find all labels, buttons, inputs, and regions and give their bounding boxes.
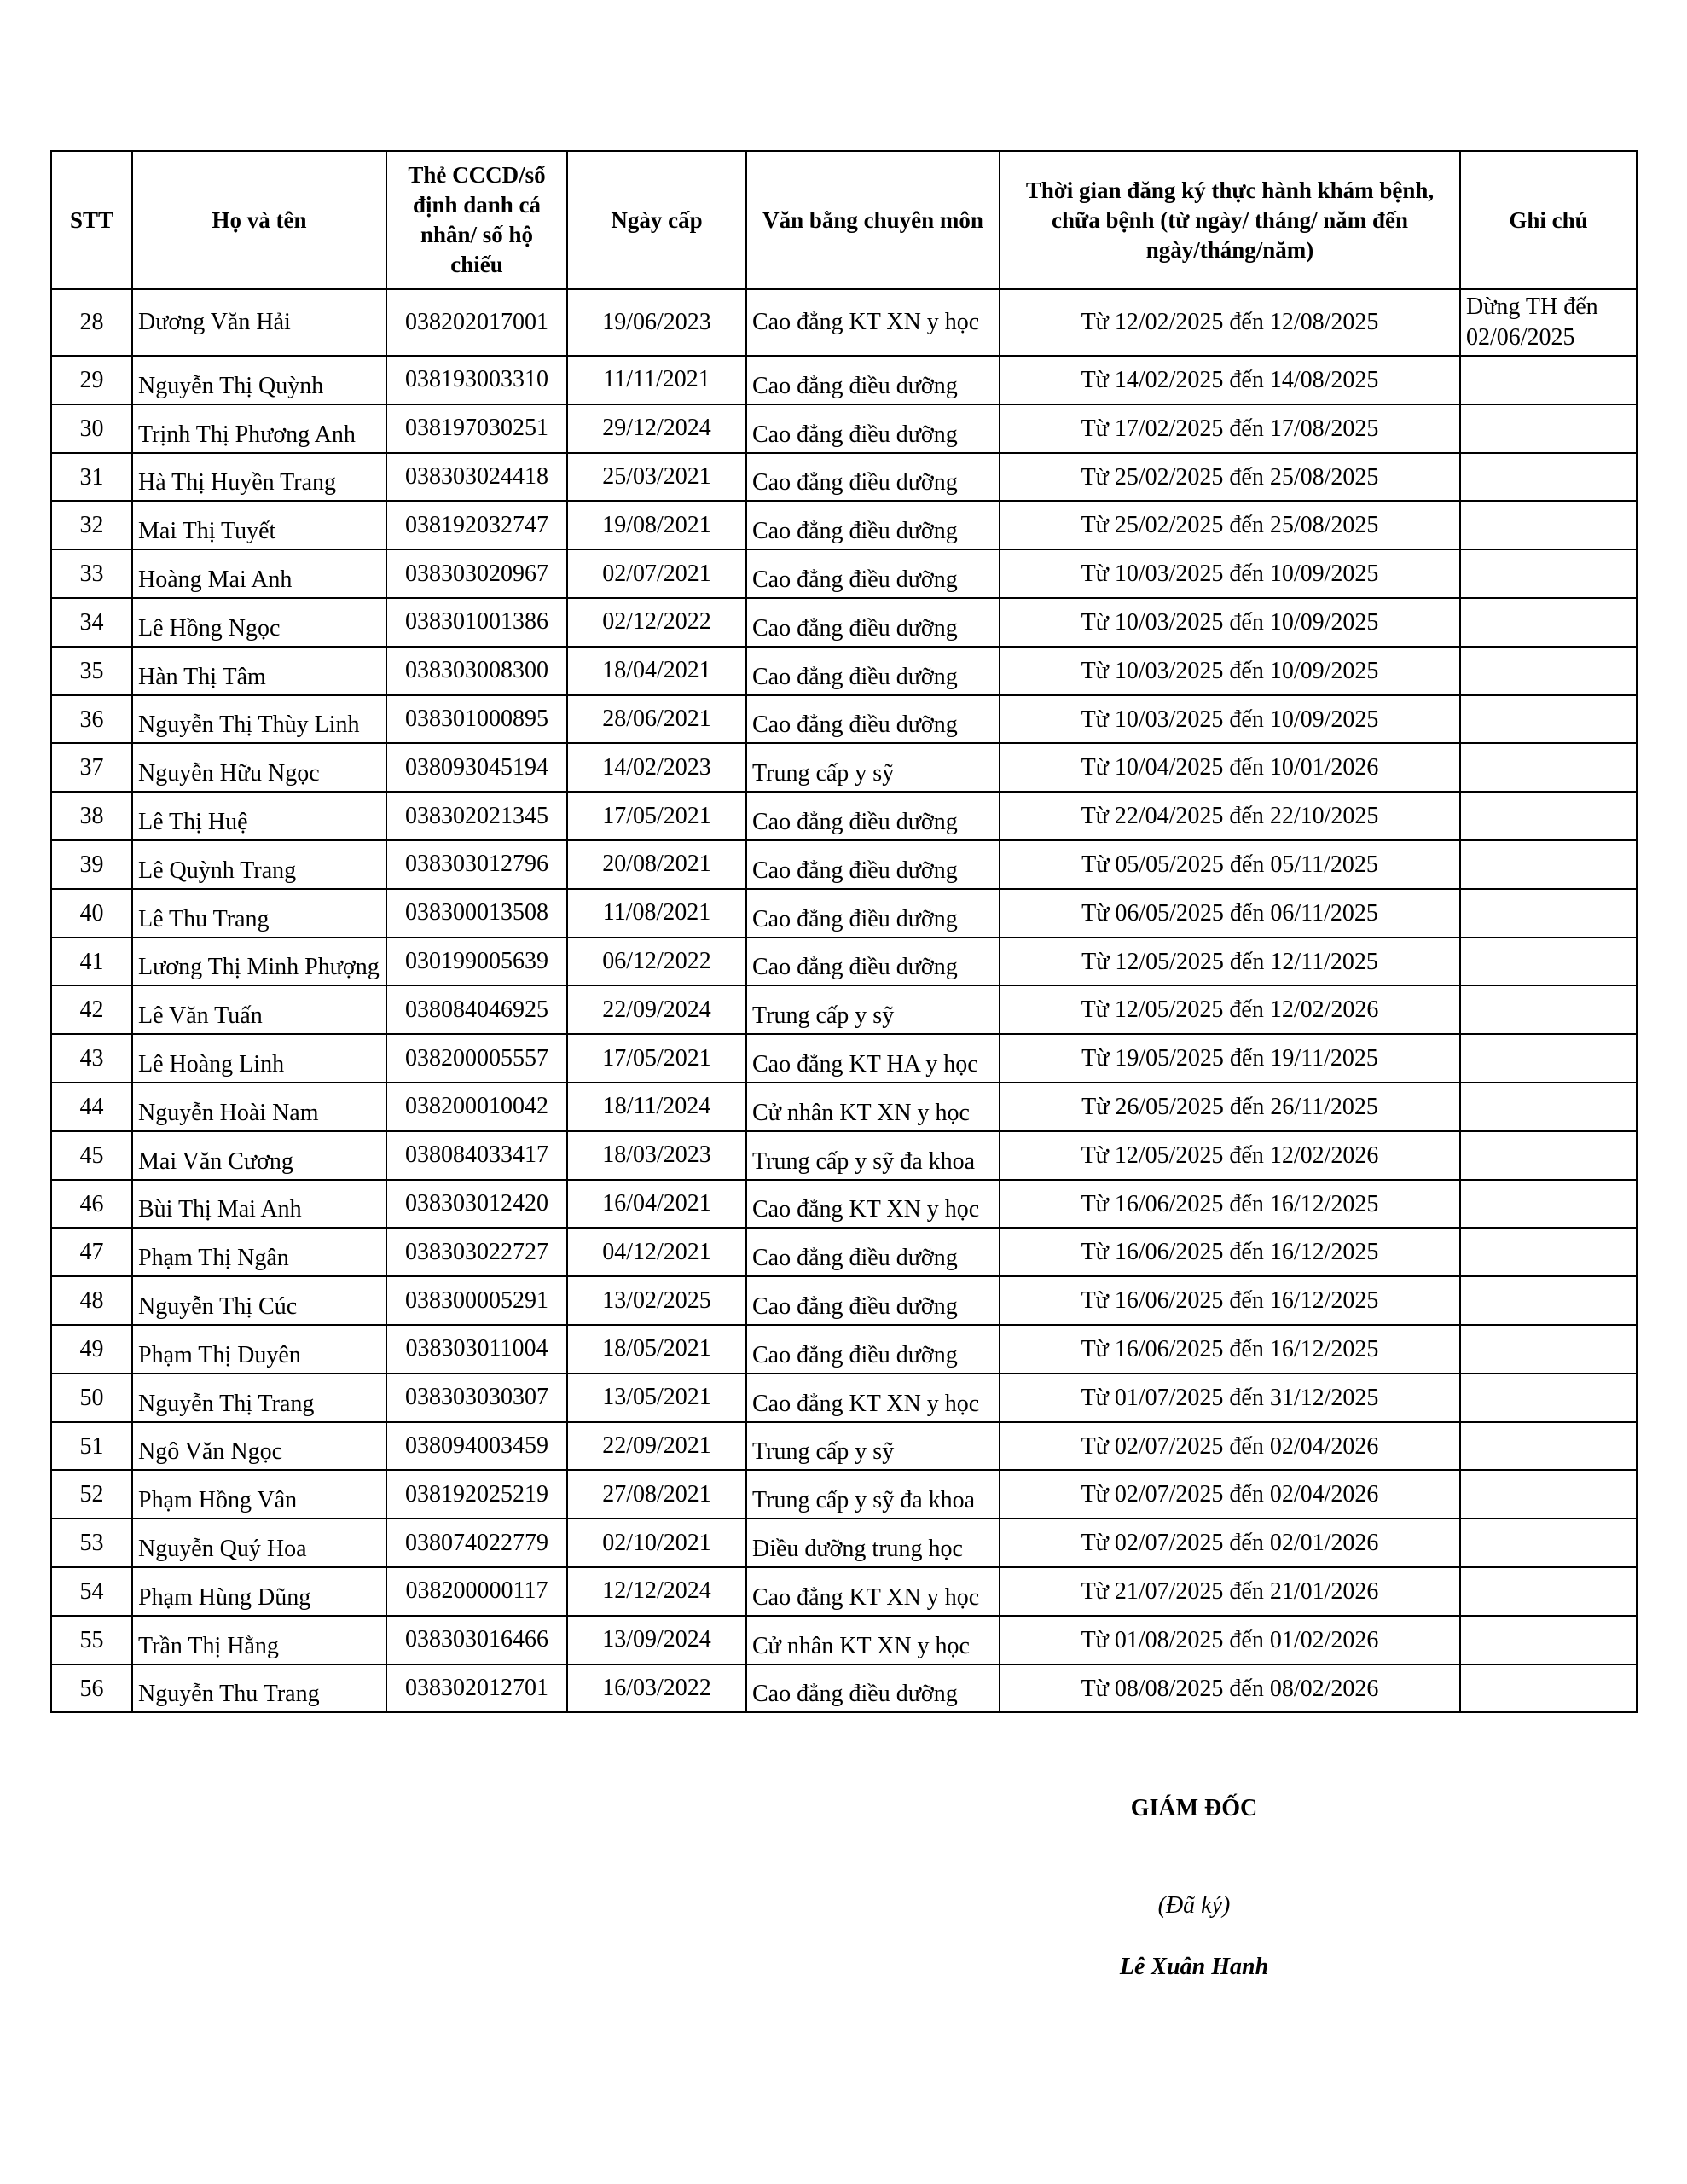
cell-note [1460, 501, 1637, 549]
cell-period: Từ 19/05/2025 đến 19/11/2025 [1000, 1034, 1460, 1083]
cell-issue-date: 18/11/2024 [567, 1083, 746, 1131]
signature-title: GIÁM ĐỐC [1130, 1795, 1258, 1821]
cell-name: Hàn Thị Tâm [132, 647, 386, 695]
table-row [51, 985, 1637, 1034]
cell-period: Từ 22/04/2025 đến 22/10/2025 [1000, 792, 1460, 840]
cell-issue-date: 06/12/2022 [567, 938, 746, 986]
cell-period: Từ 10/03/2025 đến 10/09/2025 [1000, 549, 1460, 598]
cell-name: Phạm Thị Duyên [132, 1325, 386, 1374]
cell-stt: 37 [51, 743, 132, 792]
header-period: Thời gian đăng ký thực hành khám bệnh, chữa bệnh (từ ngày/ tháng/ năm đến ngày/tháng/năm) [1000, 151, 1460, 289]
cell-name: Nguyễn Thị Trang [132, 1374, 386, 1422]
cell-id-number: 038303022727 [386, 1228, 567, 1276]
cell-note [1460, 1276, 1637, 1325]
cell-note [1460, 695, 1637, 744]
cell-degree: Cao đẳng điều dưỡng [746, 598, 1000, 647]
cell-note [1460, 404, 1637, 453]
cell-degree: Cao đẳng điều dưỡng [746, 404, 1000, 453]
cell-name: Mai Văn Cương [132, 1131, 386, 1180]
cell-stt: 32 [51, 501, 132, 549]
cell-degree: Cao đẳng điều dưỡng [746, 647, 1000, 695]
table-row [51, 356, 1637, 404]
cell-degree: Cao đẳng KT XN y học [746, 1374, 1000, 1422]
table-row [51, 1276, 1637, 1325]
cell-period: Từ 26/05/2025 đến 26/11/2025 [1000, 1083, 1460, 1131]
cell-id-number: 038084046925 [386, 985, 567, 1034]
cell-period: Từ 05/05/2025 đến 05/11/2025 [1000, 840, 1460, 889]
table-row [51, 289, 1637, 356]
cell-id-number: 038094003459 [386, 1422, 567, 1471]
cell-period: Từ 01/08/2025 đến 01/02/2026 [1000, 1616, 1460, 1664]
cell-stt: 49 [51, 1325, 132, 1374]
table-row [51, 743, 1637, 792]
cell-period: Từ 14/02/2025 đến 14/08/2025 [1000, 356, 1460, 404]
cell-period: Từ 25/02/2025 đến 25/08/2025 [1000, 501, 1460, 549]
cell-note [1460, 1616, 1637, 1664]
cell-id-number: 030199005639 [386, 938, 567, 986]
cell-issue-date: 17/05/2021 [567, 1034, 746, 1083]
cell-note [1460, 792, 1637, 840]
table-row [51, 889, 1637, 938]
cell-name: Nguyễn Thị Quỳnh [132, 356, 386, 404]
registration-table [50, 150, 1638, 1713]
cell-period: Từ 10/03/2025 đến 10/09/2025 [1000, 695, 1460, 744]
cell-note [1460, 1664, 1637, 1713]
cell-stt: 56 [51, 1664, 132, 1713]
cell-id-number: 038200005557 [386, 1034, 567, 1083]
cell-period: Từ 12/05/2025 đến 12/02/2026 [1000, 985, 1460, 1034]
cell-period: Từ 01/07/2025 đến 31/12/2025 [1000, 1374, 1460, 1422]
table-row [51, 647, 1637, 695]
cell-period: Từ 12/02/2025 đến 12/08/2025 [1000, 289, 1460, 356]
cell-period: Từ 10/04/2025 đến 10/01/2026 [1000, 743, 1460, 792]
cell-period: Từ 16/06/2025 đến 16/12/2025 [1000, 1180, 1460, 1228]
cell-issue-date: 11/08/2021 [567, 889, 746, 938]
cell-period: Từ 02/07/2025 đến 02/04/2026 [1000, 1422, 1460, 1471]
cell-name: Phạm Hồng Vân [132, 1470, 386, 1519]
cell-degree: Trung cấp y sỹ [746, 985, 1000, 1034]
cell-issue-date: 25/03/2021 [567, 453, 746, 502]
cell-period: Từ 25/02/2025 đến 25/08/2025 [1000, 453, 1460, 502]
cell-issue-date: 18/04/2021 [567, 647, 746, 695]
cell-issue-date: 19/08/2021 [567, 501, 746, 549]
cell-issue-date: 02/12/2022 [567, 598, 746, 647]
table-row [51, 501, 1637, 549]
cell-name: Phạm Thị Ngân [132, 1228, 386, 1276]
cell-id-number: 038084033417 [386, 1131, 567, 1180]
cell-degree: Cao đẳng điều dưỡng [746, 889, 1000, 938]
cell-degree: Cao đẳng điều dưỡng [746, 549, 1000, 598]
cell-note [1460, 1567, 1637, 1616]
cell-issue-date: 13/09/2024 [567, 1616, 746, 1664]
cell-stt: 54 [51, 1567, 132, 1616]
table-row [51, 840, 1637, 889]
cell-name: Lê Hồng Ngọc [132, 598, 386, 647]
cell-note [1460, 598, 1637, 647]
cell-issue-date: 12/12/2024 [567, 1567, 746, 1616]
table-row [51, 1131, 1637, 1180]
cell-note [1460, 356, 1637, 404]
cell-note [1460, 647, 1637, 695]
cell-degree: Cao đẳng điều dưỡng [746, 356, 1000, 404]
cell-stt: 41 [51, 938, 132, 986]
header-name: Họ và tên [132, 151, 386, 289]
cell-issue-date: 29/12/2024 [567, 404, 746, 453]
cell-issue-date: 22/09/2024 [567, 985, 746, 1034]
cell-stt: 44 [51, 1083, 132, 1131]
cell-period: Từ 21/07/2025 đến 21/01/2026 [1000, 1567, 1460, 1616]
table-row [51, 792, 1637, 840]
cell-note: Dừng TH đến 02/06/2025 [1460, 289, 1637, 356]
cell-name: Lê Quỳnh Trang [132, 840, 386, 889]
cell-issue-date: 11/11/2021 [567, 356, 746, 404]
cell-stt: 52 [51, 1470, 132, 1519]
cell-id-number: 038301000895 [386, 695, 567, 744]
cell-degree: Cao đẳng điều dưỡng [746, 1664, 1000, 1713]
cell-stt: 31 [51, 453, 132, 502]
cell-period: Từ 06/05/2025 đến 06/11/2025 [1000, 889, 1460, 938]
cell-note [1460, 1228, 1637, 1276]
cell-note [1460, 1470, 1637, 1519]
cell-id-number: 038074022779 [386, 1519, 567, 1567]
cell-degree: Cao đẳng KT XN y học [746, 1180, 1000, 1228]
cell-id-number: 038303008300 [386, 647, 567, 695]
cell-issue-date: 20/08/2021 [567, 840, 746, 889]
cell-note [1460, 1422, 1637, 1471]
cell-issue-date: 18/03/2023 [567, 1131, 746, 1180]
cell-degree: Trung cấp y sỹ [746, 743, 1000, 792]
table-row [51, 695, 1637, 744]
table-row [51, 1034, 1637, 1083]
table-header [51, 151, 1637, 289]
cell-id-number: 038300005291 [386, 1276, 567, 1325]
table-row [51, 1180, 1637, 1228]
signature-name: Lê Xuân Hanh [1119, 1954, 1269, 1980]
cell-name: Phạm Hùng Dũng [132, 1567, 386, 1616]
cell-period: Từ 16/06/2025 đến 16/12/2025 [1000, 1276, 1460, 1325]
cell-id-number: 038093045194 [386, 743, 567, 792]
cell-name: Lê Hoàng Linh [132, 1034, 386, 1083]
cell-stt: 53 [51, 1519, 132, 1567]
cell-period: Từ 12/05/2025 đến 12/11/2025 [1000, 938, 1460, 986]
cell-name: Nguyễn Quý Hoa [132, 1519, 386, 1567]
table-row [51, 1083, 1637, 1131]
cell-period: Từ 10/03/2025 đến 10/09/2025 [1000, 647, 1460, 695]
cell-stt: 42 [51, 985, 132, 1034]
cell-note [1460, 985, 1637, 1034]
cell-note [1460, 1180, 1637, 1228]
cell-id-number: 038303012420 [386, 1180, 567, 1228]
cell-stt: 38 [51, 792, 132, 840]
cell-issue-date: 16/04/2021 [567, 1180, 746, 1228]
cell-degree: Cử nhân KT XN y học [746, 1083, 1000, 1131]
table-row [51, 1228, 1637, 1276]
cell-issue-date: 04/12/2021 [567, 1228, 746, 1276]
table-row [51, 549, 1637, 598]
cell-note [1460, 1325, 1637, 1374]
cell-id-number: 038303024418 [386, 453, 567, 502]
cell-stt: 51 [51, 1422, 132, 1471]
cell-id-number: 038197030251 [386, 404, 567, 453]
cell-stt: 33 [51, 549, 132, 598]
cell-degree: Cao đẳng KT HA y học [746, 1034, 1000, 1083]
cell-degree: Trung cấp y sỹ đa khoa [746, 1470, 1000, 1519]
cell-name: Nguyễn Hữu Ngọc [132, 743, 386, 792]
cell-issue-date: 17/05/2021 [567, 792, 746, 840]
cell-name: Nguyễn Thị Cúc [132, 1276, 386, 1325]
cell-period: Từ 08/08/2025 đến 08/02/2026 [1000, 1664, 1460, 1713]
cell-degree: Cao đẳng điều dưỡng [746, 1228, 1000, 1276]
cell-stt: 39 [51, 840, 132, 889]
cell-degree: Cao đẳng điều dưỡng [746, 501, 1000, 549]
cell-stt: 29 [51, 356, 132, 404]
cell-period: Từ 02/07/2025 đến 02/04/2026 [1000, 1470, 1460, 1519]
header-id: Thẻ CCCD/số định danh cá nhân/ số hộ chiếu [386, 151, 567, 289]
table-row [51, 598, 1637, 647]
cell-id-number: 038200010042 [386, 1083, 567, 1131]
cell-issue-date: 28/06/2021 [567, 695, 746, 744]
cell-name: Lê Thị Huệ [132, 792, 386, 840]
cell-degree: Cao đẳng KT XN y học [746, 1567, 1000, 1616]
cell-issue-date: 02/10/2021 [567, 1519, 746, 1567]
cell-id-number: 038303016466 [386, 1616, 567, 1664]
table-row [51, 938, 1637, 986]
cell-name: Dương Văn Hải [132, 289, 386, 356]
cell-degree: Cao đẳng điều dưỡng [746, 1276, 1000, 1325]
table-row [51, 1519, 1637, 1567]
cell-stt: 50 [51, 1374, 132, 1422]
table-row [51, 1567, 1637, 1616]
cell-degree: Cao đẳng điều dưỡng [746, 938, 1000, 986]
cell-period: Từ 10/03/2025 đến 10/09/2025 [1000, 598, 1460, 647]
cell-name: Nguyễn Thu Trang [132, 1664, 386, 1713]
cell-degree: Cao đẳng điều dưỡng [746, 840, 1000, 889]
cell-stt: 36 [51, 695, 132, 744]
cell-id-number: 038192032747 [386, 501, 567, 549]
header-issue-date: Ngày cấp [567, 151, 746, 289]
cell-name: Lê Thu Trang [132, 889, 386, 938]
cell-id-number: 038300013508 [386, 889, 567, 938]
cell-issue-date: 27/08/2021 [567, 1470, 746, 1519]
cell-id-number: 038193003310 [386, 356, 567, 404]
table-row [51, 1374, 1637, 1422]
cell-period: Từ 02/07/2025 đến 02/01/2026 [1000, 1519, 1460, 1567]
header-row [51, 151, 1637, 289]
cell-name: Nguyễn Thị Thùy Linh [132, 695, 386, 744]
cell-stt: 30 [51, 404, 132, 453]
cell-stt: 34 [51, 598, 132, 647]
cell-degree: Cao đẳng KT XN y học [746, 289, 1000, 356]
table-row [51, 1616, 1637, 1664]
cell-name: Hà Thị Huyền Trang [132, 453, 386, 502]
cell-period: Từ 12/05/2025 đến 12/02/2026 [1000, 1131, 1460, 1180]
cell-id-number: 038303011004 [386, 1325, 567, 1374]
cell-stt: 43 [51, 1034, 132, 1083]
cell-issue-date: 16/03/2022 [567, 1664, 746, 1713]
cell-degree: Cao đẳng điều dưỡng [746, 453, 1000, 502]
cell-name: Mai Thị Tuyết [132, 501, 386, 549]
cell-degree: Cao đẳng điều dưỡng [746, 1325, 1000, 1374]
cell-period: Từ 16/06/2025 đến 16/12/2025 [1000, 1325, 1460, 1374]
signature-signed-note: (Đã ký) [1157, 1892, 1231, 1919]
cell-stt: 47 [51, 1228, 132, 1276]
cell-note [1460, 743, 1637, 792]
cell-stt: 55 [51, 1616, 132, 1664]
cell-id-number: 038303020967 [386, 549, 567, 598]
cell-note [1460, 549, 1637, 598]
cell-id-number: 038302012701 [386, 1664, 567, 1713]
cell-note [1460, 1131, 1637, 1180]
cell-id-number: 038301001386 [386, 598, 567, 647]
cell-name: Hoàng Mai Anh [132, 549, 386, 598]
cell-note [1460, 453, 1637, 502]
cell-period: Từ 17/02/2025 đến 17/08/2025 [1000, 404, 1460, 453]
header-note: Ghi chú [1460, 151, 1637, 289]
header-stt: STT [51, 151, 132, 289]
cell-note [1460, 938, 1637, 986]
cell-stt: 45 [51, 1131, 132, 1180]
cell-issue-date: 14/02/2023 [567, 743, 746, 792]
cell-issue-date: 22/09/2021 [567, 1422, 746, 1471]
cell-id-number: 038302021345 [386, 792, 567, 840]
cell-issue-date: 02/07/2021 [567, 549, 746, 598]
cell-id-number: 038202017001 [386, 289, 567, 356]
cell-note [1460, 1034, 1637, 1083]
cell-note [1460, 889, 1637, 938]
cell-degree: Cử nhân KT XN y học [746, 1616, 1000, 1664]
cell-stt: 40 [51, 889, 132, 938]
table-row [51, 1325, 1637, 1374]
cell-note [1460, 1083, 1637, 1131]
cell-name: Lương Thị Minh Phượng [132, 938, 386, 986]
cell-name: Trần Thị Hằng [132, 1616, 386, 1664]
table-row [51, 1470, 1637, 1519]
cell-name: Ngô Văn Ngọc [132, 1422, 386, 1471]
cell-id-number: 038200000117 [386, 1567, 567, 1616]
cell-issue-date: 13/02/2025 [567, 1276, 746, 1325]
cell-id-number: 038303030307 [386, 1374, 567, 1422]
cell-note [1460, 840, 1637, 889]
cell-id-number: 038303012796 [386, 840, 567, 889]
cell-degree: Cao đẳng điều dưỡng [746, 695, 1000, 744]
cell-name: Lê Văn Tuấn [132, 985, 386, 1034]
cell-period: Từ 16/06/2025 đến 16/12/2025 [1000, 1228, 1460, 1276]
cell-issue-date: 18/05/2021 [567, 1325, 746, 1374]
cell-issue-date: 13/05/2021 [567, 1374, 746, 1422]
cell-issue-date: 19/06/2023 [567, 289, 746, 356]
cell-stt: 35 [51, 647, 132, 695]
cell-name: Nguyễn Hoài Nam [132, 1083, 386, 1131]
cell-stt: 46 [51, 1180, 132, 1228]
header-degree: Văn bằng chuyên môn [746, 151, 1000, 289]
cell-note [1460, 1519, 1637, 1567]
table-body [51, 289, 1637, 1712]
table-row [51, 1664, 1637, 1713]
cell-degree: Cao đẳng điều dưỡng [746, 792, 1000, 840]
table-row [51, 453, 1637, 502]
cell-degree: Điều dưỡng trung học [746, 1519, 1000, 1567]
cell-note [1460, 1374, 1637, 1422]
signature-block [981, 1792, 1407, 1980]
cell-name: Trịnh Thị Phương Anh [132, 404, 386, 453]
cell-stt: 28 [51, 289, 132, 356]
cell-degree: Trung cấp y sỹ đa khoa [746, 1131, 1000, 1180]
table-row [51, 404, 1637, 453]
cell-degree: Trung cấp y sỹ [746, 1422, 1000, 1471]
table-row [51, 1422, 1637, 1471]
cell-stt: 48 [51, 1276, 132, 1325]
cell-id-number: 038192025219 [386, 1470, 567, 1519]
cell-name: Bùi Thị Mai Anh [132, 1180, 386, 1228]
